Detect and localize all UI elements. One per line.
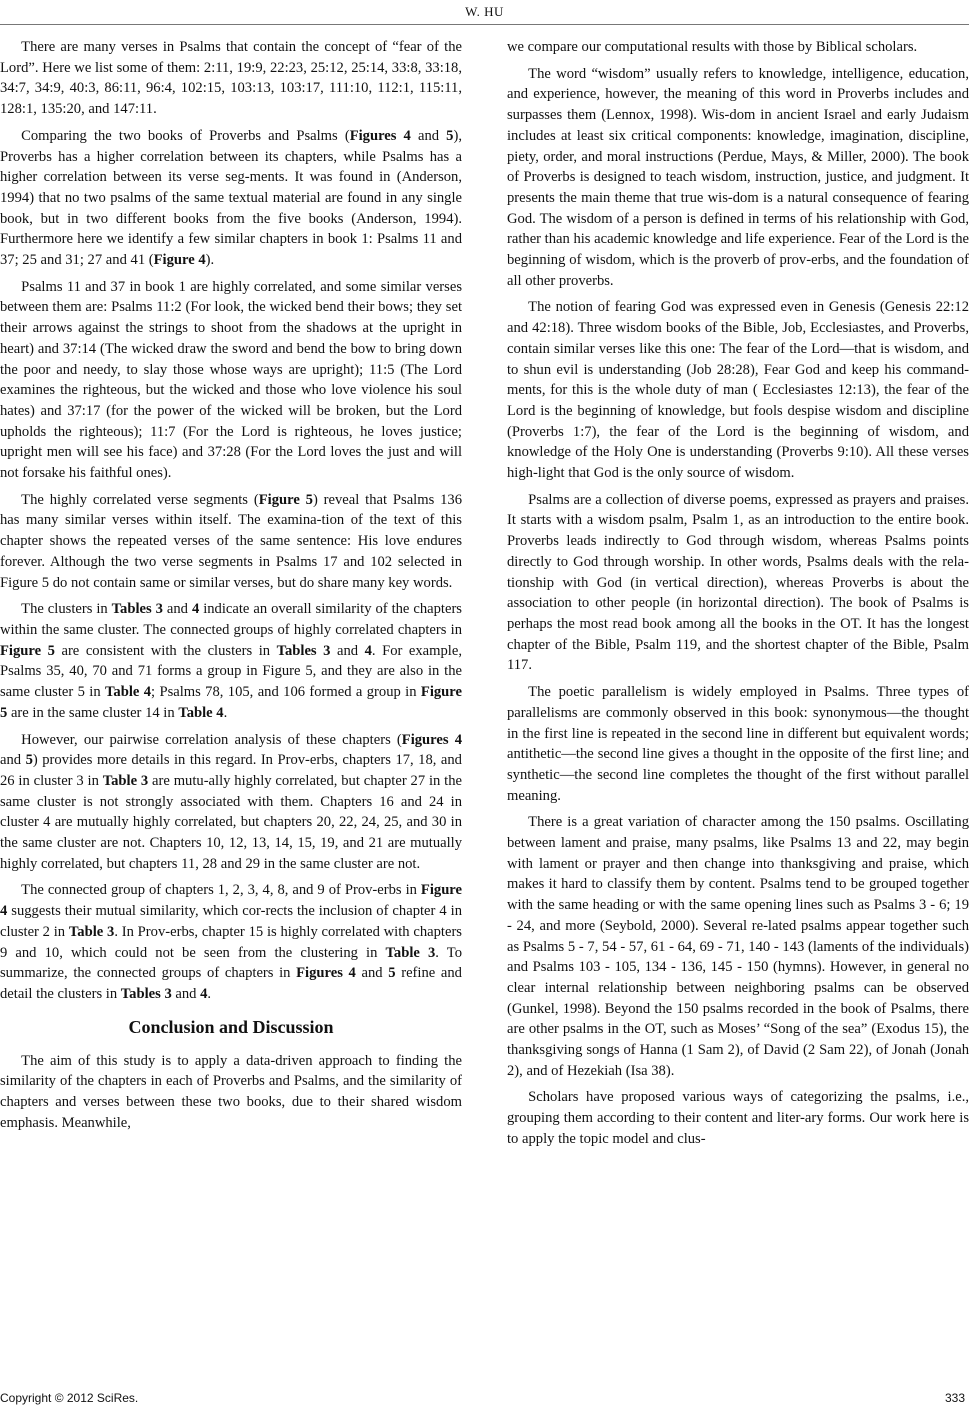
paragraph: we compare our computational results with those by Biblical scholars. bbox=[507, 39, 918, 55]
paragraph: Psalms 11 and 37 in book 1 are highly correlated, and some similar verses between them are: Psalms 11:2 (For look, the wicked bend their bows; they set their arrows against the strings to shoot from the shadows at the upright in heart) and 37:14 (The wicked draw the sword and bend the bow to bring down the poor and needy, to slay those whose ways are upright); 11:5 (The Lord examines the righteous, but the wicked and those who love violence his soul hates) and 37:17 (for the power of the wicked will be broken, but the Lord upholds the righteous); 11:7 (For the Lord is righteous, he loves justice; upright men will see his face) and 37:28 (For the Lord loves the just and will not forsake his faithful ones). bbox=[0, 278, 462, 482]
paragraph: The highly correlated verse segments (Figure 5) reveal that Psalms 136 has many similar verses within itself. The examina-tion of the text of this chapter shows the repeated verses of the same sentence: His love endures forever. Although the two verse segments in Psalms 17 and 102 selected in Figure 5 do not contain same or similar verses, but do share many key words. bbox=[0, 491, 463, 591]
paragraph: Comparing the two books of Proverbs and Psalms (Figures 4 and 5), Proverbs has a higher correlation between its chapters, while Psalms has a higher correlation between its verse seg-ments. It was found in (Anderson, 1994) that no two psalms of the same textual material are found in any single book, but in two different books from the five books (Anderson, 1994). Furthermore here we identify a few similar chapters in book 1: Psalms 11 and 37; 25 and 31; 27 and 41 (Figure 4). bbox=[0, 127, 462, 269]
paragraph: The word “wisdom” usually refers to knowledge, intelligence, education, and experience, however, the meaning of this word in Proverbs includes and surpasses them (Lennox, 1998). Wis-dom in ancient Israel and early Judaism includes at least six critical components: knowledge, imagination, discipline, piety, order, and moral instructions (Perdue, Mays, & Miller, 2000). The book of Proverbs is designed to teach wisdom, instruction, justice, and judgment. It presents the main theme that true wis-dom is a natural consequence of fearing God. The wisdom of a person is defined in terms of his relationship with God, rather than his academic knowledge and life experience. Fear of the Lord is the beginning of wisdom, which is the proverb of prov-erbs, and the foundation of all other proverbs. bbox=[507, 65, 969, 289]
right-column bbox=[507, 37, 969, 1156]
paragraph: Scholars have proposed various ways of categorizing the psalms, i.e., grouping them according to their content and liter-ary forms. Our work here is to apply the topic model and clus- bbox=[507, 1089, 969, 1147]
paragraph: The clusters in Tables 3 and 4 indicate an overall similarity of the chapters within the same cluster. The connected groups of highly correlated chapters in Figure 5 are consistent with the clusters in Tables 3 and 4. For example, Psalms 35, 40, 70 and 71 forms a group in Figure 5, and they are also in the same cluster 5 in Table 4; Psalms 78, 105, and 106 formed a group in Figure 5 are in the same cluster 14 in Table 4. bbox=[0, 601, 462, 721]
paragraph: There is a great variation of character among the 150 psalms. Oscillating between lament and praise, many psalms, like Psalms 13 and 22, may begin with lament or prayer and then change into thanksgiving and praise, which makes it hard to classify them by content. Psalms tend to be grouped together with the same heading or with the same opening lines such as Psalms 3 - 6; 19 - 24, and more (Seybold, 2000). Several re-lated psalms appear together such as Psalms 5 - 7, 54 - 57, 61 - 64, 69 - 71, 140 - 143 (laments of the individuals) and Psalms 103 - 105, 134 - 136, 145 - 150 (hymns). However, in general no clear internal relationship between neighboring psalms can be observed (Gunkel, 1998). Beyond the 150 psalms recorded in the book of Psalms, there are other psalms in the OT, such as Moses’ “Song of the sea” (Exodus 15), the thanksgiving songs of Hanna (1 Sam 2), of David (2 Sam 22), of Jonah (Jonah 2), and of Hezekiah (Isa 38). bbox=[507, 814, 969, 1079]
paragraph: However, our pairwise correlation analysis of these chapters (Figures 4 and 5) provides more details in this regard. In Prov-erbs, chapters 17, 18, and 26 in cluster 3 in Table 3 are mutu-ally highly correlated, but chapter 27 in the same cluster is not strongly associated with them. Chapters 16 and 24 in cluster 4 are mutually highly correlated, but chapters 20, 22, 24, 25, and 30 in the same cluster are not. Chapters 10, 12, 13, 14, 15, 19, and 21 are mutually highly correlated, but chapters 11, 28 and 29 in the same cluster are not. bbox=[0, 731, 462, 872]
paragraph: The poetic parallelism is widely employed in Psalms. Three types of parallelisms are commonly observed in this book: synonymous—the thought in the first line is repeated in the second line in different but equivalent words; antithetic—the second line gives a thought in the opposite of the first line; and synthetic—the second line completes the thought of the first without parallel meaning. bbox=[507, 684, 969, 804]
copyright-notice: Copyright © 2012 SciRes. bbox=[0, 1391, 139, 1405]
running-header: W. HU bbox=[465, 4, 504, 19]
paragraph: Psalms are a collection of diverse poems, expressed as prayers and praises. It starts with a wisdom psalm, Psalm 1, as an introduction to the entire book. Proverbs leads indirectly to God through wisdom, whereas Psalms points directly to God through worship. In other words, Psalms deals with the rela-tionship with God (in vertical direction), whereas Proverbs is about the association to other people (in horizontal direction). The book of Psalms is perhaps the most read book among all the books in the OT. It has the longest chapter of the Bible, Psalm 119, and the shortest chapter of the Bible, Psalm 117. bbox=[507, 491, 969, 674]
header-rule bbox=[0, 24, 969, 25]
paragraph: The connected group of chapters 1, 2, 3, 4, 8, and 9 of Prov-erbs in Figure 4 suggests their mutual similarity, which cor-rects the inclusion of chapter 4 in cluster 2 in Table 3. In Prov-erbs, chapter 15 is highly correlated with chapters 9 and 10, which could not be seen from the clustering in Table 3. To summarize, the connected groups of chapters in Figures 4 and 5 refine and detail the clusters in Tables 3 and 4. bbox=[0, 882, 462, 1002]
paragraph: The aim of this study is to apply a data-driven approach to finding the similarity of the chapters in each of Proverbs and Psalms, and the similarity of chapters and verses between these two books, due to their shared wisdom emphasis. Meanwhile, bbox=[0, 1052, 462, 1131]
left-column bbox=[0, 37, 462, 1139]
page-number: 333 bbox=[944, 1391, 965, 1405]
paragraph: There are many verses in Psalms that contain the concept of “fear of the Lord”. Here we list some of them: 2:11, 19:9, 22:23, 25:12, 25:14, 33:8, 33:18, 34:7, 34:9, 40:3, 86:11, 96:4, 102:15, 103:13, 103:17, 111:10, 112:1, 115:11, 128:1, 135:20, and 147:11. bbox=[0, 39, 462, 118]
section-heading: Conclusion and Discussion bbox=[128, 1016, 334, 1037]
paragraph: The notion of fearing God was expressed even in Genesis (Genesis 22:12 and 42:18). Three wisdom books of the Bible, Job, Ecclesiastes, and Proverbs, contain similar verses like this one: The fear of the Lord—that is wisdom, and to shun evil is understanding (Job 28:28), Fear God and keep his command-ments, for this is the whole duty of man ( Ecclesiastes 12:13), the fear of the Lord is the beginning of knowledge, but fools despise wisdom and discipline (Proverbs 1:7), the fear of the Lord is the beginning of wisdom, and knowledge of the Holy One is understanding (Proverbs 9:10). All these verses high-light that God is the only source of wisdom. bbox=[507, 299, 969, 482]
